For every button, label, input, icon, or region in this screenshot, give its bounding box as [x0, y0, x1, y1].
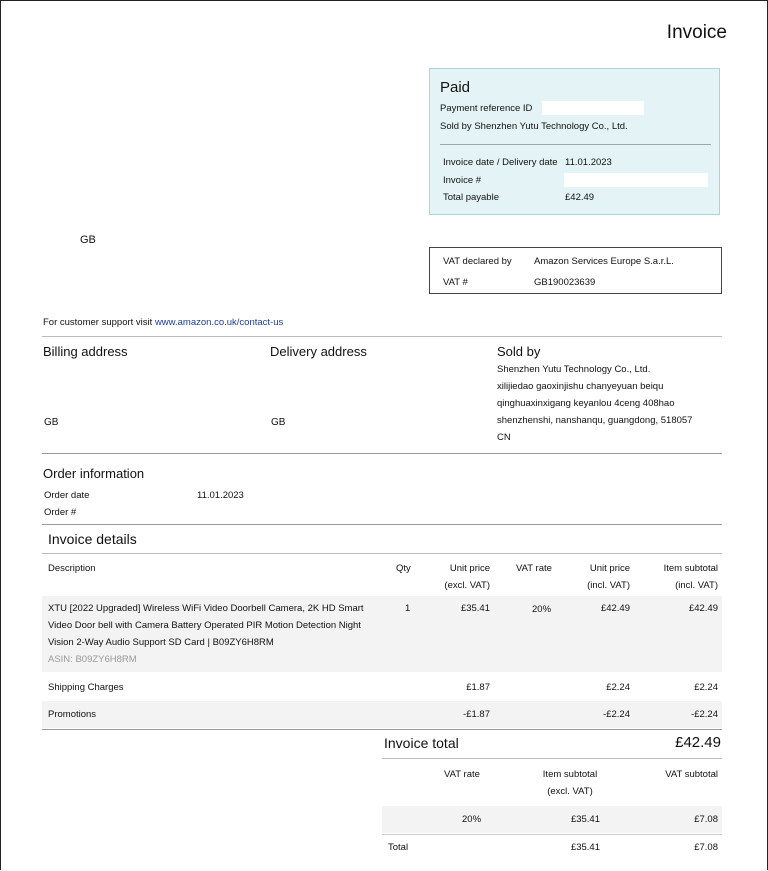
- totals-col-vat-rate: VAT rate: [444, 769, 480, 780]
- sold-by-address: [497, 361, 692, 446]
- delivery-address-title: Delivery address: [270, 344, 367, 359]
- totals-row-vat-subtotal: £7.08: [694, 814, 718, 825]
- col-subtotal-sub: (incl. VAT): [675, 580, 718, 591]
- divider: [382, 834, 722, 835]
- divider: [42, 524, 722, 525]
- order-date-label: Order date: [44, 490, 90, 501]
- totals-col-item-subtotal-label: Item subtotal: [542, 769, 598, 780]
- promotions-label: Promotions: [48, 709, 97, 720]
- sold-by-line: Sold by Shenzhen Yutu Technology Co., Ltd.: [440, 121, 628, 132]
- item-line-3: Vision 2-Way Audio Support SD Card | B09ZY6H8RM: [48, 637, 274, 648]
- divider: [42, 336, 722, 337]
- invoice-total-title: Invoice total: [384, 735, 459, 751]
- invoice-number-label: Invoice #: [443, 175, 482, 186]
- vat-declared-value: Amazon Services Europe S.a.r.L.: [534, 256, 674, 267]
- sold-by-line-5: CN: [497, 432, 511, 443]
- customer-support: [43, 317, 283, 328]
- totals-total-vat-subtotal: £7.08: [694, 842, 718, 853]
- support-text: For customer support visit: [43, 317, 153, 328]
- col-unit-excl-sub: (excl. VAT): [444, 580, 490, 591]
- divider: [42, 729, 722, 730]
- totals-total-item-subtotal: £35.41: [570, 842, 600, 853]
- order-date-value: 11.01.2023: [197, 490, 244, 501]
- shipping-unit-excl: £1.87: [466, 682, 490, 693]
- customer-country: GB: [80, 234, 96, 246]
- totals-row-item-subtotal: £35.41: [570, 814, 600, 825]
- totals-row-vat-rate: 20%: [462, 814, 482, 825]
- divider: [42, 553, 722, 554]
- col-unit-incl: [560, 560, 630, 594]
- billing-country: GB: [44, 417, 59, 428]
- divider: [382, 758, 722, 759]
- total-payable-value: £42.49: [565, 192, 595, 203]
- totals-total-label: Total: [388, 842, 409, 853]
- totals-col-item-subtotal-sub: (excl. VAT): [547, 786, 593, 797]
- col-unit-incl-label: Unit price: [589, 563, 630, 574]
- col-subtotal: [638, 560, 718, 594]
- invoice-date-label: Invoice date / Delivery date: [443, 157, 558, 168]
- payment-summary-box: [429, 68, 720, 215]
- sold-by-title: Sold by: [497, 344, 541, 359]
- order-number-label: Order #: [44, 507, 77, 518]
- item-unit-excl: £35.41: [460, 603, 490, 614]
- shipping-label: Shipping Charges: [48, 682, 124, 693]
- item-line-2: Video Door bell with Camera Battery Operated PIR Motion Detection Night: [48, 620, 361, 631]
- col-qty: Qty: [396, 563, 411, 574]
- col-unit-excl: [420, 560, 490, 594]
- shipping-unit-incl: £2.24: [606, 682, 630, 693]
- invoice-date-value: 11.01.2023: [565, 157, 612, 168]
- shipping-subtotal: £2.24: [694, 682, 718, 693]
- invoice-total-amount: £42.49: [675, 734, 721, 751]
- order-info-title: Order information: [43, 466, 145, 481]
- promotions-subtotal: -£2.24: [691, 709, 718, 720]
- sold-by-line-1: Shenzhen Yutu Technology Co., Ltd.: [497, 364, 651, 375]
- sold-by-line-2: xilijiedao gaoxinjishu chanyeyuan beiqu: [497, 381, 664, 392]
- col-vat-rate: VAT rate: [516, 563, 552, 574]
- vat-number-label: VAT #: [443, 277, 468, 288]
- promotions-unit-excl: -£1.87: [463, 709, 490, 720]
- payment-status: Paid: [440, 79, 471, 96]
- total-payable-label: Total payable: [443, 192, 499, 203]
- totals-col-item-subtotal: [530, 766, 610, 800]
- delivery-country: GB: [271, 417, 286, 428]
- support-link[interactable]: www.amazon.co.uk/contact-us: [154, 317, 284, 328]
- promotions-unit-incl: -£2.24: [603, 709, 630, 720]
- col-subtotal-label: Item subtotal: [663, 563, 718, 574]
- divider: [42, 453, 722, 454]
- item-vat-rate: 20%: [532, 604, 552, 615]
- payment-divider: [440, 144, 711, 145]
- col-unit-excl-label: Unit price: [449, 563, 490, 574]
- redacted-invoice-number: [564, 173, 708, 187]
- item-qty: 1: [405, 603, 411, 614]
- vat-declared-label: VAT declared by: [443, 256, 512, 267]
- sold-by-line-4: shenzhenshi, nanshanqu, guangdong, 518057: [497, 415, 693, 426]
- invoice-title: Invoice: [666, 22, 727, 43]
- sold-by-line-3: qinghuaxinxigang keyanlou 4ceng 408hao: [497, 398, 675, 409]
- item-unit-incl: £42.49: [600, 603, 630, 614]
- item-description: [48, 600, 364, 668]
- totals-col-vat-subtotal: VAT subtotal: [665, 769, 718, 780]
- billing-address-title: Billing address: [43, 344, 128, 359]
- col-unit-incl-sub: (incl. VAT): [587, 580, 630, 591]
- payment-ref-label: Payment reference ID: [440, 103, 533, 114]
- item-line-1: XTU [2022 Upgraded] Wireless WiFi Video Doorbell Camera, 2K HD Smart: [48, 603, 364, 614]
- col-description: Description: [48, 563, 96, 574]
- vat-number-value: GB190023639: [534, 277, 596, 288]
- redacted-payment-ref: [542, 101, 644, 115]
- invoice-details-title: Invoice details: [48, 531, 137, 547]
- item-asin: ASIN: B09ZY6H8RM: [48, 654, 137, 665]
- item-subtotal: £42.49: [688, 603, 718, 614]
- vat-declared-box: [429, 247, 722, 294]
